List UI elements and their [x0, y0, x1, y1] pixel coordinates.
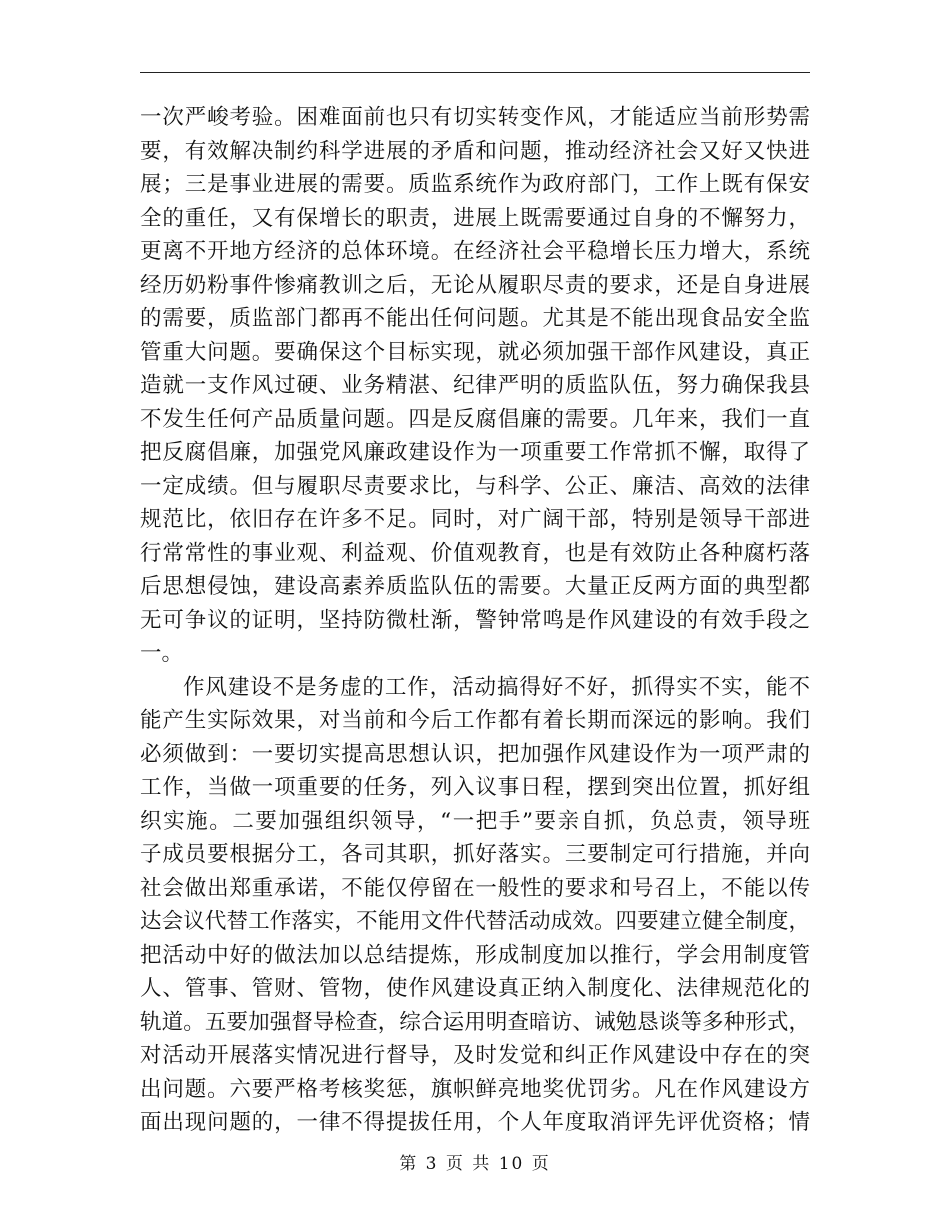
paragraph-2	[140, 671, 810, 1140]
text-line: 把反腐倡廉，加强党风廉政建设作为一项重要工作常抓不懈，取得了	[140, 440, 810, 465]
text-line: 轨道。五要加强督导检查，综合运用明查暗访、诫勉恳谈等多种形式，	[140, 1009, 810, 1035]
text-line: 必须做到：一要切实提高思想认识，把加强作风建设作为一项严肃的	[140, 741, 810, 767]
text-line: 后思想侵蚀，建设高素养质监队伍的需要。大量正反两方面的典型都	[140, 574, 810, 599]
text-line: 工作，当做一项重要的任务，列入议事日程，摆到突出位置，抓好组	[140, 775, 810, 800]
text-line: 全的重任，又有保增长的职责，进展上既需要通过自身的不懈努力，	[140, 205, 810, 231]
text-line: 织实施。二要加强组织领导，“一把手”要亲自抓，负总责，领导班	[140, 808, 810, 834]
text-line: 无可争议的证明，坚持防微杜渐，警钟常鸣是作风建设的有效手段之	[140, 607, 810, 633]
text-line: 对活动开展落实情况进行督导，及时发觉和纠正作风建设中存在的突	[140, 1043, 810, 1068]
text-line: 规范比，依旧存在许多不足。同时，对广阔干部，特别是领导干部进	[140, 507, 810, 532]
text-line: 一。	[140, 641, 184, 666]
text-line: 行常常性的事业观、利益观、价值观教育，也是有效防止各种腐朽落	[140, 540, 810, 566]
text-line: 作风建设不是务虚的工作，活动搞得好不好，抓得实不实，能不	[183, 674, 810, 700]
text-line: 子成员要根据分工，各司其职，抓好落实。三要制定可行措施，并向	[140, 842, 810, 867]
text-line: 一次严峻考验。困难面前也只有切实转变作风，才能适应当前形势需	[140, 105, 810, 130]
text-line: 管重大问题。要确保这个目标实现，就必须加强干部作风建设，真正	[140, 339, 810, 365]
text-line: 出问题。六要严格考核奖惩，旗帜鲜亮地奖优罚劣。凡在作风建设方	[140, 1076, 810, 1102]
paragraph-1	[140, 101, 810, 671]
text-line: 人、管事、管财、管物，使作风建设真正纳入制度化、法律规范化的	[140, 976, 810, 1001]
text-line: 达会议代替工作落实，不能用文件代替活动成效。四要建立健全制度，	[140, 909, 810, 934]
text-line: 的需要，质监部门都再不能出任何问题。尤其是不能出现食品安全监	[140, 306, 810, 331]
text-line: 要，有效解决制约科学进展的矛盾和问题，推动经济社会又好又快进	[140, 138, 810, 164]
text-line: 展；三是事业进展的需要。质监系统作为政府部门，工作上既有保安	[140, 172, 810, 197]
text-line: 更离不开地方经济的总体环境。在经济社会平稳增长压力增大，系统	[140, 239, 810, 264]
text-line: 能产生实际效果，对当前和今后工作都有着长期而深远的影响。我们	[140, 708, 810, 733]
text-line: 一定成绩。但与履职尽责要求比，与科学、公正、廉洁、高效的法律	[140, 473, 810, 499]
page-number: 第 3 页 共 10 页	[399, 1154, 551, 1174]
text-line: 造就一支作风过硬、业务精湛、纪律严明的质监队伍，努力确保我县	[140, 373, 810, 398]
body-text	[140, 101, 810, 1140]
text-line: 经历奶粉事件惨痛教训之后，无论从履职尽责的要求，还是自身进展	[140, 272, 810, 298]
text-line: 面出现问题的，一律不得提拔任用，个人年度取消评先评优资格；情	[140, 1110, 810, 1135]
text-line: 不发生任何产品质量问题。四是反腐倡廉的需要。几年来，我们一直	[140, 406, 810, 432]
header-rule	[140, 72, 810, 73]
text-line: 把活动中好的做法加以总结提炼，形成制度加以推行，学会用制度管	[140, 942, 810, 968]
text-line: 社会做出郑重承诺，不能仅停留在一般性的要求和号召上，不能以传	[140, 875, 810, 901]
